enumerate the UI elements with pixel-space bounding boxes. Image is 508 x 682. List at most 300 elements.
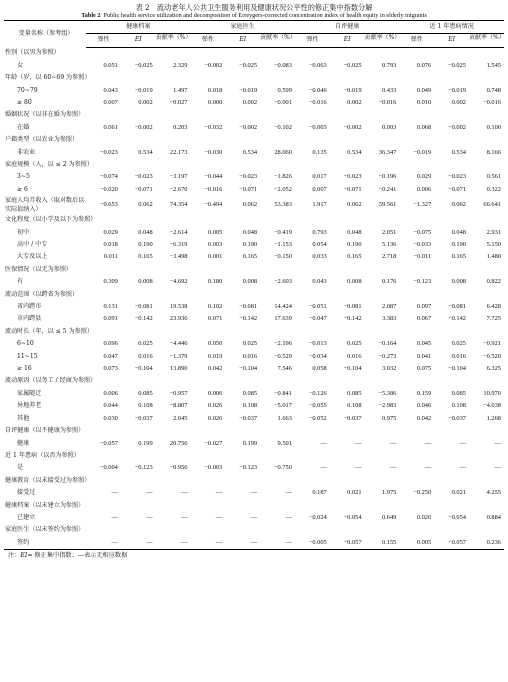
table-cell: −0.123: [134, 464, 153, 472]
table-cell: 53.383: [274, 200, 292, 208]
table-cell: 0.041: [416, 352, 432, 360]
table-row: [4, 537, 504, 550]
row-label: 家庭人均月收入（取对数后以实际值纳入）: [5, 197, 85, 214]
table-cell: —: [250, 489, 258, 497]
table-cell: −0.054: [448, 513, 466, 521]
table-cell: −0.037: [239, 414, 258, 422]
table-cell: 0.002: [347, 98, 362, 106]
table-row: [4, 413, 504, 425]
table-cell: 1.497: [173, 86, 188, 94]
table-cell: 0.043: [312, 278, 327, 286]
table-cell: 8.166: [486, 148, 501, 156]
group-header: 健康档案: [86, 21, 190, 34]
table-cell: —: [121, 537, 156, 550]
table-cell: 0.793: [381, 61, 397, 69]
table-cell: —: [424, 439, 432, 447]
table-cell: −0.956: [169, 464, 188, 472]
table-cell: −0.164: [378, 340, 397, 348]
table-cell: —: [285, 513, 292, 521]
table-cell: 0.025: [451, 340, 466, 348]
note-ei: EI: [20, 552, 28, 560]
category-row: [4, 500, 504, 512]
table-cell: −3.197: [169, 173, 188, 181]
table-cell: 0.062: [138, 200, 153, 208]
table-cell: 0.026: [207, 414, 223, 422]
table-cell: −0.104: [343, 365, 362, 373]
table-cell: 0.176: [381, 278, 397, 286]
table-cell: −0.142: [448, 315, 466, 323]
table-cell: —: [494, 464, 501, 472]
table-cell: 0.029: [103, 228, 118, 236]
table-cell: −2.983: [378, 402, 397, 410]
table-cell: —: [260, 537, 295, 550]
table-cell: −0.004: [99, 464, 118, 472]
row-label: 已建立: [17, 513, 36, 521]
table-cell: 13.890: [169, 365, 188, 373]
row-label: 在婚: [17, 123, 30, 131]
table-cell: 0.008: [451, 278, 466, 286]
category-label: 家庭规模（人，以 ≤ 2 为参照）: [5, 160, 93, 168]
table-cell: 0.011: [103, 253, 118, 261]
caption-en-label: Table 2: [81, 12, 101, 19]
table-cell: −0.653: [99, 200, 118, 208]
table-row: [4, 363, 504, 375]
table-cell: —: [320, 439, 327, 447]
table-row: [4, 313, 504, 325]
category-row: [4, 214, 504, 226]
category-filler: [86, 289, 504, 301]
table-cell: 2.329: [173, 61, 188, 69]
table-cell: 28.060: [274, 148, 292, 156]
group-header: 自评健康: [295, 21, 399, 34]
table-cell: 0.016: [242, 352, 258, 360]
table-row: [4, 85, 504, 97]
table-cell: −0.142: [134, 315, 153, 323]
table-cell: 0.165: [242, 253, 258, 261]
category-label: 年龄（岁，以 60~69 为参照）: [5, 74, 91, 82]
table-cell: 7.725: [486, 315, 501, 323]
table-cell: —: [320, 464, 327, 472]
table-cell: −1.327: [413, 200, 432, 208]
category-filler: [86, 134, 504, 146]
table-cell: −0.074: [99, 173, 118, 181]
category-row: [4, 47, 504, 59]
table-cell: −0.052: [308, 414, 327, 422]
table-cell: 0.047: [103, 352, 118, 360]
table-cell: —: [250, 513, 258, 521]
table-cell: 0.016: [347, 352, 362, 360]
table-cell: 0.061: [103, 123, 118, 131]
table-cell: −1.153: [273, 241, 292, 248]
table-cell: —: [494, 439, 501, 447]
table-cell: 0.016: [451, 352, 466, 360]
table-cell: 0.044: [103, 402, 118, 410]
table-row: [4, 400, 504, 412]
table-row: [4, 338, 504, 350]
row-label: ≥ 16: [17, 365, 32, 373]
table-cell: 0.599: [277, 86, 292, 94]
table-cell: —: [156, 537, 191, 550]
table-cell: 0.046: [416, 402, 432, 410]
table-cell: 0.309: [103, 278, 118, 286]
table-cell: —: [459, 464, 466, 472]
category-label: 流动原因（以务工 / 经商为参照）: [5, 377, 97, 385]
table-cell: −0.013: [308, 340, 327, 348]
table-cell: 0.048: [242, 228, 258, 236]
table-cell: 0.135: [312, 148, 327, 156]
ei-header: EI: [121, 34, 156, 47]
table-cell: 0.165: [451, 253, 466, 261]
table-cell: −0.123: [413, 278, 432, 286]
category-row: [4, 109, 504, 121]
table-cell: 0.033: [312, 253, 327, 261]
table-row: [4, 184, 504, 196]
category-label: 文化程度（以小学及以下为参照）: [5, 216, 97, 224]
table-cell: —: [181, 513, 188, 521]
table-cell: 0.021: [451, 489, 466, 497]
table-cell: −6.319: [169, 241, 188, 248]
table-cell: 0.108: [242, 402, 258, 410]
table-cell: 0.649: [381, 513, 397, 521]
table-cell: 2.045: [173, 414, 188, 422]
table-cell: −0.196: [378, 173, 397, 181]
table-cell: 59.561: [378, 200, 397, 208]
table-cell: 0.534: [347, 148, 362, 156]
table-cell: −0.046: [308, 86, 327, 94]
table-cell: −0.016: [204, 185, 223, 193]
table-cell: 0.045: [416, 340, 432, 348]
table-cell: 6.325: [486, 365, 501, 373]
table-cell: −1.379: [169, 352, 188, 360]
table-cell: 5.136: [381, 241, 397, 248]
table-cell: −0.051: [308, 303, 327, 311]
table-cell: 20.756: [169, 439, 188, 447]
table-cell: 0.085: [138, 389, 153, 397]
table-cell: 0.097: [416, 303, 432, 311]
table-cell: −0.002: [448, 123, 466, 131]
table-cell: 14.424: [274, 303, 292, 311]
table-cell: 0.062: [347, 200, 362, 208]
table-cell: —: [355, 439, 362, 447]
table-row: [4, 512, 504, 524]
table-cell: 0.071: [207, 315, 223, 323]
row-label: 3~5: [17, 173, 30, 181]
category-label: 流动时长（年，以 ≤ 5 为参照）: [5, 327, 93, 335]
table-cell: 0.043: [103, 86, 118, 94]
row-label: 大专及以上: [17, 253, 48, 261]
table-cell: 0.067: [416, 315, 432, 323]
category-label: 婚姻状况（以非在婚为参照）: [5, 111, 85, 119]
table-cell: 0.029: [416, 173, 432, 181]
table-cell: −0.071: [239, 185, 258, 193]
elasticity-header: 弹性: [191, 34, 226, 47]
category-row: [4, 326, 504, 338]
table-cell: 0.975: [381, 414, 397, 422]
category-label: 流动范围（以跨省为参照）: [5, 290, 79, 298]
table-cell: 0.180: [207, 278, 223, 286]
row-label: 健康: [17, 439, 30, 447]
table-cell: −0.057: [330, 537, 365, 550]
category-filler: [86, 425, 504, 437]
category-row: [4, 425, 504, 437]
table-cell: −0.142: [343, 315, 362, 323]
table-cell: 0.026: [207, 402, 223, 410]
table-cell: −0.071: [134, 185, 153, 193]
table-cell: —: [181, 489, 188, 497]
table-cell: −4.446: [169, 340, 188, 348]
table-cell: −3.498: [169, 253, 188, 261]
table-cell: 0.003: [207, 241, 223, 248]
row-label: 70~79: [17, 86, 38, 94]
table-cell: −0.034: [308, 352, 327, 360]
table-row: [4, 438, 504, 450]
table-cell: −0.002: [204, 61, 223, 69]
table-cell: 0.005: [399, 537, 434, 550]
table-row: [4, 388, 504, 400]
table-cell: —: [146, 489, 153, 497]
table-cell: −0.102: [273, 123, 292, 131]
table-cell: 0.076: [416, 61, 432, 69]
table-cell: 0.005: [207, 228, 223, 236]
table-cell: 0.131: [103, 303, 118, 311]
table-cell: −0.054: [343, 513, 362, 521]
table-cell: −0.957: [169, 389, 188, 397]
table-cell: 0.025: [347, 340, 362, 348]
table-cell: −2.196: [273, 340, 292, 348]
table-row: [4, 487, 504, 499]
table-cell: −0.081: [448, 303, 466, 311]
row-label: 签约: [4, 537, 86, 550]
table-cell: −0.273: [378, 352, 397, 360]
table-cell: 0.042: [207, 365, 223, 373]
table-cell: −0.037: [343, 414, 362, 422]
table-cell: 0.159: [416, 389, 432, 397]
table-cell: 0.050: [207, 340, 223, 348]
table-cell: 0.187: [312, 489, 327, 497]
category-filler: [86, 264, 504, 276]
category-row: [4, 475, 504, 487]
table-cell: −0.005: [295, 537, 330, 550]
table-cell: −0.841: [273, 389, 292, 397]
table-cell: 0.091: [103, 315, 118, 323]
table-cell: −0.419: [273, 228, 292, 236]
group-header: 近 1 年患病情况: [399, 21, 504, 34]
table-cell: 1.663: [277, 414, 292, 422]
table-cell: —: [225, 537, 260, 550]
note-prefix: 注：: [8, 552, 21, 560]
category-filler: [86, 72, 504, 84]
table-body: [4, 47, 504, 549]
table-cell: −2.614: [169, 228, 188, 236]
table-cell: 19.538: [169, 303, 188, 311]
row-label: 11~15: [17, 352, 38, 360]
row-label: 6~10: [17, 340, 34, 348]
table-cell: 0.062: [451, 200, 466, 208]
table-cell: −5.386: [378, 389, 397, 397]
table-cell: 2.931: [486, 228, 501, 236]
table-cell: 0.042: [416, 414, 432, 422]
category-filler: [86, 159, 504, 171]
row-label: 接受过: [17, 489, 36, 497]
table-cell: 1.917: [312, 200, 327, 208]
table-cell: 0.096: [103, 340, 118, 348]
table-cell: 0.003: [381, 123, 397, 131]
ei-header: EI: [330, 34, 365, 47]
table-cell: —: [424, 464, 432, 472]
table-cell: 0.190: [242, 241, 258, 248]
table-cell: −0.123: [239, 464, 258, 472]
table-cell: 0.190: [451, 241, 466, 248]
table-cell: −0.025: [343, 61, 362, 69]
table-row: [4, 351, 504, 363]
caption-zh: 表 2 流动老年人公共卫生服务利用及健康状况公平性的修正集中指数分解: [135, 3, 373, 12]
table-cell: −0.104: [134, 365, 153, 373]
table-cell: 0.000: [207, 98, 223, 106]
table-cell: −0.011: [413, 253, 432, 261]
table-cell: —: [285, 489, 292, 497]
table-cell: 0.030: [103, 414, 118, 422]
table-cell: 0.534: [138, 148, 153, 156]
table-cell: −0.520: [483, 352, 501, 360]
table-cell: −0.033: [413, 241, 432, 248]
row-label: 异地养老: [17, 402, 42, 410]
category-row: [4, 289, 504, 301]
table-cell: —: [111, 513, 118, 521]
table-cell: 0.085: [242, 389, 258, 397]
table-cell: 0.165: [347, 253, 362, 261]
table-cell: 1.268: [486, 414, 501, 422]
category-label: 性别（以男为参照）: [5, 49, 60, 57]
table-cell: −0.019: [413, 148, 432, 156]
table-cell: −0.921: [483, 340, 501, 348]
table-cell: 0.002: [138, 98, 153, 106]
table-cell: −0.002: [134, 123, 153, 131]
table-cell: 0.068: [416, 123, 432, 131]
category-row: [4, 72, 504, 84]
label-col-header: 变量名称（参考组）: [18, 29, 74, 37]
category-label: 自评健康（以不健康为参照）: [5, 427, 85, 435]
table-cell: −0.023: [448, 173, 466, 181]
table-cell: 0.019: [207, 352, 223, 360]
table-cell: −0.020: [99, 185, 118, 193]
table-cell: 17.639: [274, 315, 292, 323]
table-cell: −0.044: [204, 173, 223, 181]
table-cell: −0.019: [448, 86, 466, 94]
row-label: ≥ 80: [17, 98, 32, 106]
table-cell: 36.347: [378, 148, 397, 156]
table-cell: −0.025: [239, 61, 258, 69]
table-cell: 0.006: [416, 185, 432, 193]
table-cell: 0.020: [416, 513, 432, 521]
table-cell: −0.250: [413, 489, 432, 497]
table-cell: 0.008: [138, 278, 153, 286]
table-cell: −0.037: [134, 414, 153, 422]
table-cell: −0.037: [448, 414, 466, 422]
row-label: 家属随迁: [17, 389, 42, 397]
category-filler: [86, 326, 504, 338]
table-cell: −0.071: [448, 185, 466, 193]
table-cell: 23.936: [169, 315, 188, 323]
table-cell: 5.150: [486, 241, 501, 248]
table-cell: 0.006: [207, 389, 223, 397]
table-cell: 2.051: [381, 228, 397, 236]
row-label: 高中 / 中专: [17, 241, 48, 248]
table-row: [4, 196, 504, 214]
table-cell: 0.155: [365, 537, 400, 550]
table-cell: −0.055: [308, 402, 327, 410]
table-cell: 0.884: [486, 513, 501, 521]
table-cell: −0.024: [308, 513, 327, 521]
table-cell: −0.001: [273, 98, 292, 106]
table-cell: −0.081: [134, 303, 153, 311]
table-row: [4, 462, 504, 474]
table-cell: −0.150: [273, 253, 292, 261]
table-cell: 0.822: [486, 278, 501, 286]
table-cell: 4.255: [486, 489, 501, 497]
table-cell: −0.750: [273, 464, 292, 472]
row-label: ≥ 6: [17, 185, 28, 193]
table-cell: −4.692: [169, 278, 188, 286]
table-cell: −0.104: [239, 365, 258, 373]
elasticity-header: 弹性: [86, 34, 121, 47]
category-row: [4, 524, 504, 536]
row-label: 市内跨县: [17, 315, 42, 323]
table-cell: —: [215, 489, 223, 497]
category-label: 户籍类型（以农业为参照）: [5, 136, 79, 144]
table-row: [4, 301, 504, 313]
table-cell: 1.975: [381, 489, 397, 497]
table-cell: 0.199: [242, 439, 258, 447]
table-cell: 0.433: [381, 86, 397, 94]
table-cell: 1.480: [486, 253, 501, 261]
table-row: [4, 239, 504, 251]
table-cell: −2.670: [169, 185, 188, 193]
group-header: 家庭医生: [191, 21, 295, 34]
table-cell: −2.603: [273, 278, 292, 286]
table-cell: −0.529: [273, 352, 292, 360]
table-cell: −0.019: [343, 86, 362, 94]
row-label: 女: [17, 61, 24, 69]
table-cell: 0.048: [451, 228, 466, 236]
table-cell: 0.051: [103, 61, 118, 69]
table-cell: 0.062: [242, 200, 258, 208]
table-cell: —: [215, 513, 223, 521]
table-cell: −0.027: [204, 439, 223, 447]
table-row: [4, 60, 504, 72]
contribution-header: 贡献率（%）: [469, 34, 504, 47]
caption-en-text: Public health service utilization and decomposition of Erreygers-corrected concentration index of health equity in elderly migrants: [103, 12, 427, 19]
table-cell: 0.190: [347, 241, 362, 248]
table-cell: 0.018: [207, 86, 223, 94]
table-cell: 0.017: [312, 173, 327, 181]
table-row: [4, 227, 504, 239]
row-label: 非农业: [17, 148, 36, 156]
table-cell: −0.081: [239, 303, 258, 311]
table-cell: 0.108: [347, 402, 362, 410]
table-row: [4, 251, 504, 263]
table-cell: —: [146, 513, 153, 521]
header-group-row: [4, 21, 504, 34]
table-cell: 0.007: [103, 98, 118, 106]
table-cell: −0.025: [448, 61, 466, 69]
table-cell: −0.019: [134, 86, 153, 94]
table-cell: 22.173: [169, 148, 188, 156]
category-row: [4, 159, 504, 171]
table-cell: —: [355, 464, 362, 472]
table-cell: —: [389, 439, 397, 447]
category-filler: [86, 109, 504, 121]
row-label: 初中: [17, 228, 30, 236]
